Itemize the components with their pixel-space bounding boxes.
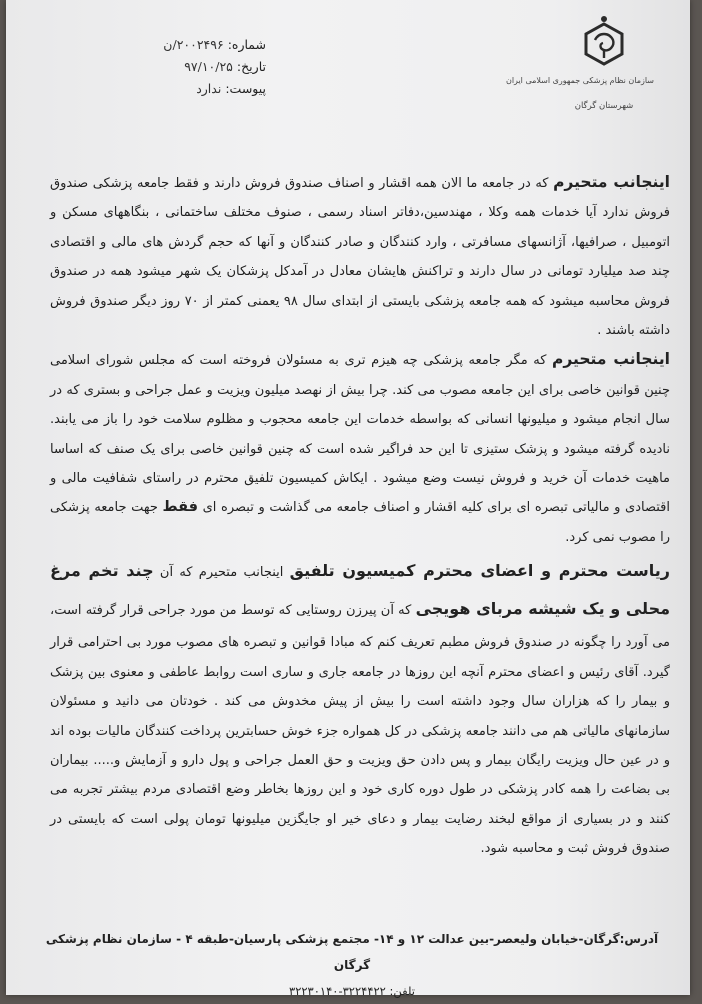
paragraph-2 — [50, 345, 670, 552]
paragraph-2-bold-word: فقط — [162, 499, 199, 516]
paragraph-1-text: که در جامعه ما الان همه اقشار و اصناف صندوق فروش دارند و فقط جامعه پزشکی صندوق فروش ندارد آیا خدمات همه وکلا ، مهندسین،دفاتر اسناد رسمی ، صنوف مختلف ساختمانی ، بنگاههای مسکن و اتومبیل ، صرافیها، آژانسهای مسافرتی ، وارد کنندگان و صادر کنندگان و آنها که حجم گردش های مالی و اقتصادی چند صد میلیارد تومانی در سال دارند و تراکنش هایشان معادل در آمدکل پزشکان یک شهر میشود همه در صندوق فروش محاسبه میشود که همه جامعه پزشکی بایستی از ابتدای سال ۹۸ یعمنی کمتر از ۷۰ روز دیگر صندوق فروش داشته باشند . — [50, 176, 671, 339]
closing-heading-after: اینجانب متحیرم که آن — [153, 565, 290, 581]
paragraph-2-tail: جهت جامعه پزشکی را مصوب نمی کرد. — [50, 500, 670, 545]
org-city: شهرستان گرگان — [574, 101, 634, 111]
closing-heading-bold: چند تخم مرغ محلی و یک شیشه مربای هویجی — [50, 561, 671, 619]
date-row — [66, 56, 266, 78]
date-label: تاریخ: — [236, 59, 266, 74]
number-label: شماره: — [227, 37, 266, 52]
attachment-label: پیوست: — [225, 81, 266, 96]
org-name: سازمان نظام پزشکی جمهوری اسلامی ایران — [505, 76, 654, 85]
number-row — [66, 34, 266, 56]
attachment-row — [66, 78, 266, 100]
closing-paragraph — [50, 552, 670, 863]
letter-sheet — [6, 0, 690, 998]
paragraph-1-lead: اینجانب متحیرم — [553, 173, 670, 191]
closing-heading: ریاست محترم و اعضای محترم کمیسیون تلفیق — [289, 561, 671, 581]
letter-meta — [66, 34, 266, 100]
letter-footer — [34, 926, 670, 1004]
date-value: ۹۷/۱۰/۲۵ — [184, 59, 233, 74]
closing-text: که آن پیرزن روستایی که توسط من مورد جراحی قرار گرفته است، می آورد را چگونه در صندوق فروش مطبم تعریف کنم که مبادا قوانین و تبصره های مصوب مورد بی احترامی قرار گیرد. آقای رئیس و اعضای محترم آنچه این روزها در جامعه جاری و ساری است روابط عاطفی و معنوی بین پزشک و بیمار را که هزاران سال وجود داشته است را بیش از پیش مخدوش می کند . خودتان می دانید و مسئولان سازمانهای مالیاتی هم می دانند جامعه پزشکی در کل همواره جزء خوش حسابترین پرداخت کنندگان مالیات بوده اند و در عین حال ویزیت رایگان بیمار و پس دادن حق ویزیت و حق العمل جراحی و پول دارو و آزمایش و..... بیماران بی بضاعت را همه کادر پزشکی در طول دوره کاری خود و این روزها بخاطر وضع اقتصادی مردم بیشتر تجربه می کنند و در بسیاری از مواقع لبخند رضایت بیمار و دعای خیر او جایگزین میلیونها تومان پولی است که بایستی در صندوق فروش ثبت و محاسبه شود. — [50, 603, 670, 857]
paragraph-2-lead: اینجانب متحیرم — [552, 350, 670, 369]
footer-address: آدرس:گرگان-خیابان ولیعصر-بین عدالت ۱۲ و ۱۴- مجتمع پزشکی پارسیان-طبقه ۴ - سازمان نظام پزشکی گرگان — [45, 932, 659, 972]
org-logo — [505, 14, 654, 111]
medical-council-emblem-icon — [581, 14, 627, 72]
footer-phone: تلفن: ۳۲۲۴۴۲۲-۳۲۲۳۰۱۴۰ — [289, 984, 415, 998]
paragraph-1 — [50, 168, 670, 345]
letter-body — [50, 168, 670, 864]
attachment-value: ندارد — [196, 81, 222, 96]
number-value: ۲۰۰۲۴۹۶/ن — [163, 37, 224, 52]
paragraph-2-text: که مگر جامعه پزشکی چه هیزم تری به مسئولان فروخته است که مجلس شورای اسلامی چنین قوانین خاصی برای این جامعه مصوب می کند. چرا بیش از نهصد میلیون ویزیت و عمل جراحی و بستری که در سال انجام میشود و میلیونها انسانی که بواسطه خدمات این جامعه محجوب و مظلوم سلامت خود را باز می یابند. نادیده گرفته میشود و پزشک ستیزی تا این حد فراگیر شده است که چنین قوانین خاصی برای یک صنف که اساسا ماهیت خدمات آن خرید و فروش نیست وضع میشود . ایکاش کمیسیون تلفیق محترم در راستای شفافیت مالی و اقتصادی و مالیاتی تبصره ای برای کلیه اقشار و اصناف جامعه می گذاشت و تبصره ای — [50, 353, 670, 516]
